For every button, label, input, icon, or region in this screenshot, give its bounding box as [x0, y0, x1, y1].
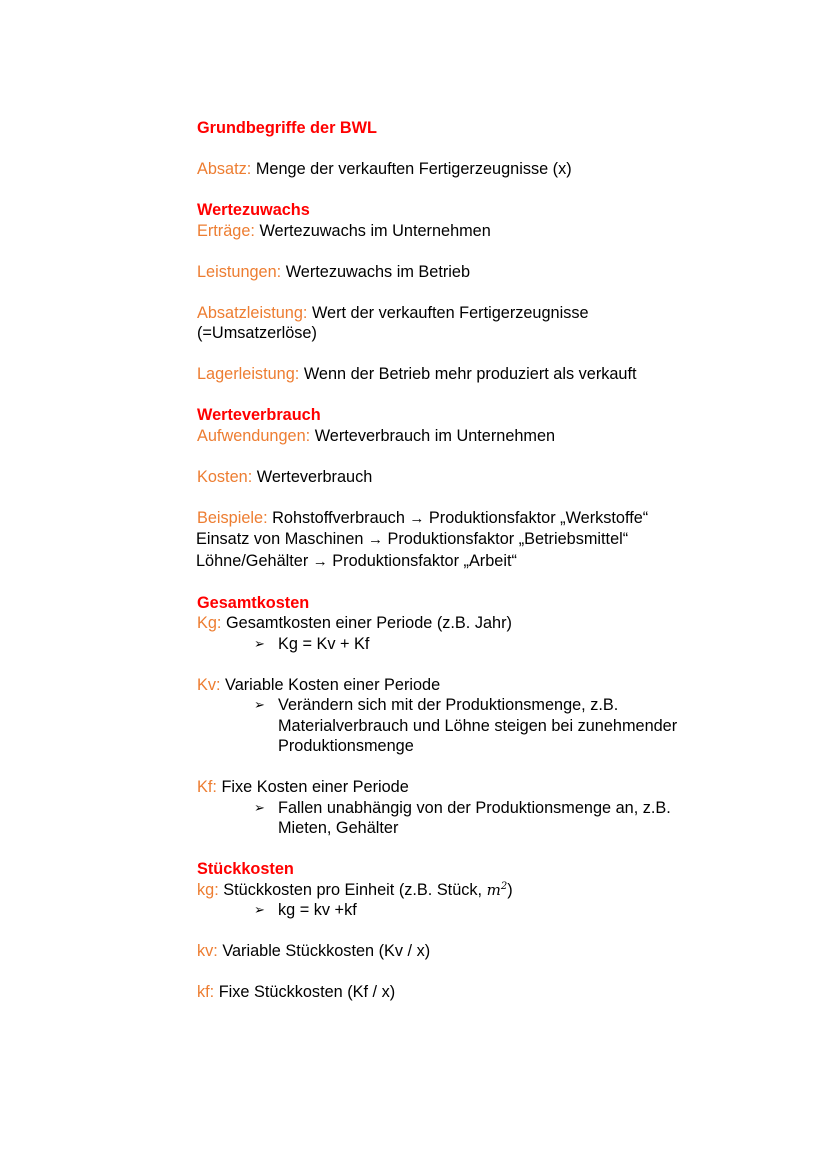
lagerleistung-term: Lagerleistung:	[197, 365, 300, 383]
bullet-arrow-icon: ➢	[254, 902, 265, 917]
absatzleistung-text-2: (=Umsatzerlöse)	[197, 324, 317, 342]
kf-bullet	[197, 798, 757, 839]
unit-symbol	[487, 881, 508, 899]
leistungen-term: Leistungen:	[197, 262, 282, 281]
document-title-block	[197, 118, 757, 139]
absatzleistung-text: Wert der verkauften Fertigerzeugnisse	[307, 303, 589, 322]
bullet-arrow-icon: ➢	[254, 799, 265, 815]
kf-bullet-line-2: Mieten, Gehälter	[278, 819, 399, 837]
wertezuwachs-heading: Wertezuwachs	[197, 201, 310, 219]
kv-unit-text: Variable Stückkosten (Kv / x)	[217, 942, 431, 960]
absatz-text: Menge der verkauften Fertigerzeugnisse (x)	[251, 160, 572, 178]
kv-term: Kv:	[197, 675, 221, 694]
kg-unit-formula: kg = kv +kf	[278, 901, 357, 919]
ertraege-definition	[197, 200, 757, 241]
leistungen-definition	[197, 262, 757, 283]
lagerleistung-text: Wenn der Betrieb mehr produziert als verkauft	[299, 365, 637, 383]
lagerleistung-definition	[197, 364, 757, 385]
kg-unit-text: Stückkosten pro Einheit (z.B. Stück,	[218, 880, 487, 899]
beispiele-line-3-a: Löhne/Gehälter	[196, 551, 313, 570]
bullet-arrow-icon: ➢	[254, 635, 265, 651]
kf-text: Fixe Kosten einer Periode	[216, 778, 409, 796]
beispiele-line-2	[196, 529, 757, 551]
kf-term: Kf:	[197, 778, 217, 796]
kf-bullet-line-1: Fallen unabhängig von der Produktionsmenge an, z.B.	[278, 798, 671, 817]
kv-bullet-line-2: Materialverbrauch und Löhne steigen bei zunehmender	[278, 716, 678, 735]
beispiele-line-1-a: Rohstoffverbrauch	[267, 508, 410, 527]
kv-bullet	[197, 695, 757, 757]
beispiele-block	[197, 508, 757, 573]
bullet-arrow-icon: ➢	[254, 697, 265, 712]
gesamtkosten-block	[197, 593, 757, 655]
stueckkosten-block	[197, 859, 757, 921]
arrow-right-icon: →	[312, 552, 328, 570]
absatz-definition	[197, 159, 757, 180]
unit-exponent: 2	[500, 880, 508, 892]
stueckkosten-heading: Stückkosten	[197, 860, 294, 878]
kg-formula-bullet	[197, 634, 757, 655]
aufwendungen-text: Werteverbrauch im Unternehmen	[310, 426, 556, 445]
absatz-term: Absatz:	[197, 160, 252, 178]
aufwendungen-term: Aufwendungen:	[197, 426, 311, 445]
kg-formula: Kg = Kv + Kf	[278, 634, 370, 653]
aufwendungen-definition	[197, 405, 757, 446]
beispiele-line-1-b: Produktionsfaktor „Werkstoffe“	[424, 508, 649, 527]
absatzleistung-term: Absatzleistung:	[197, 303, 308, 322]
beispiele-line-3	[196, 551, 757, 573]
kg-unit-close: )	[507, 880, 513, 899]
unit-letter: m	[486, 880, 501, 899]
document-title: Grundbegriffe der BWL	[197, 119, 377, 137]
kv-unit-term: kv:	[197, 942, 218, 960]
beispiele-line-2-a: Einsatz von Maschinen	[196, 530, 368, 548]
kg-text: Gesamtkosten einer Periode (z.B. Jahr)	[221, 614, 512, 632]
absatzleistung-definition	[197, 303, 757, 344]
arrow-right-icon: →	[367, 531, 383, 548]
kg-unit-formula-bullet	[197, 900, 757, 921]
beispiele-line-2-b: Produktionsfaktor „Betriebsmittel“	[382, 530, 629, 548]
kg-term: Kg:	[197, 614, 222, 632]
kosten-definition	[197, 467, 757, 488]
kf-unit-definition	[197, 982, 757, 1003]
kv-text: Variable Kosten einer Periode	[220, 675, 441, 694]
ertraege-text: Wertezuwachs im Unternehmen	[254, 221, 491, 240]
beispiele-term: Beispiele:	[197, 508, 268, 527]
kf-unit-text: Fixe Stückkosten (Kf / x)	[214, 983, 396, 1001]
kf-definition	[197, 777, 757, 839]
kv-definition	[197, 675, 757, 757]
ertraege-term: Erträge:	[197, 221, 255, 240]
kosten-text: Werteverbrauch	[252, 467, 373, 486]
document-page	[197, 118, 757, 1023]
kv-unit-definition	[197, 941, 757, 962]
kg-unit-term: kg:	[197, 880, 219, 899]
kv-bullet-line-3: Produktionsmenge	[278, 737, 414, 755]
beispiele-line-1	[197, 508, 757, 530]
beispiele-line-3-b: Produktionsfaktor „Arbeit“	[327, 551, 517, 570]
arrow-right-icon: →	[409, 509, 425, 527]
kf-unit-term: kf:	[197, 983, 215, 1001]
werteverbrauch-heading: Werteverbrauch	[197, 406, 321, 424]
kv-bullet-line-1: Verändern sich mit der Produktionsmenge, z.B.	[278, 696, 619, 714]
kosten-term: Kosten:	[197, 467, 253, 486]
gesamtkosten-heading: Gesamtkosten	[197, 593, 310, 612]
leistungen-text: Wertezuwachs im Betrieb	[281, 262, 471, 281]
